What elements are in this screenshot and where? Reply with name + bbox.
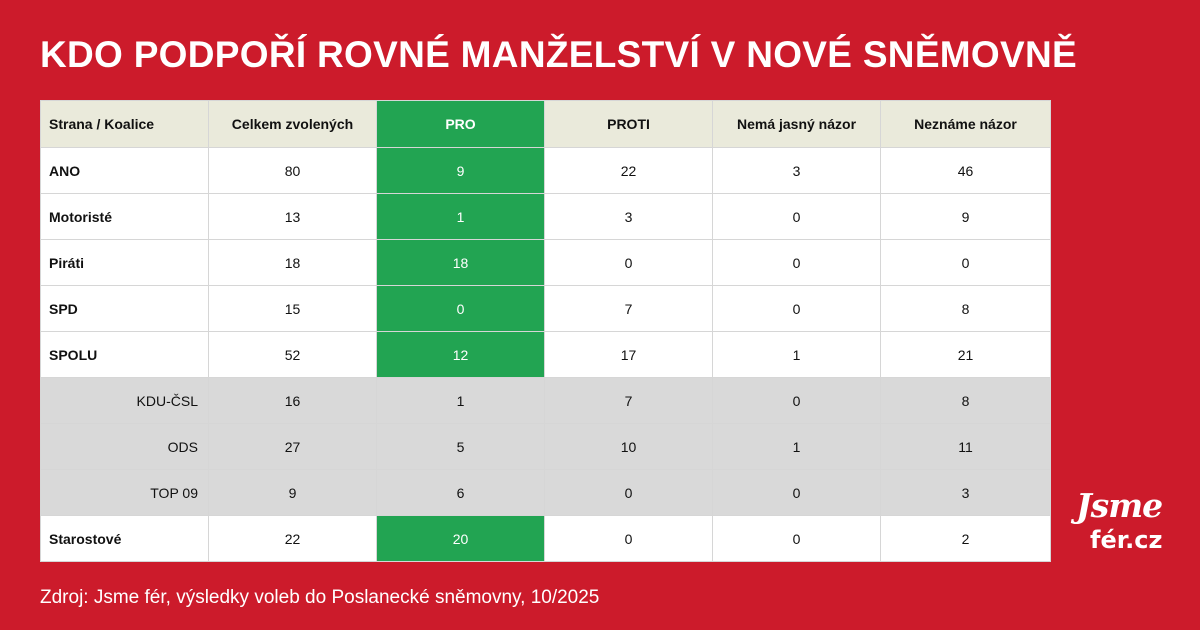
unknown-cell: 2 [881,516,1051,562]
unknown-cell: 11 [881,424,1051,470]
proti-cell: 22 [545,148,713,194]
total-elected-cell: 16 [209,378,377,424]
source-note: Zdroj: Jsme fér, výsledky voleb do Poslanecké sněmovny, 10/2025 [40,587,600,608]
party-name-cell: ANO [41,148,209,194]
logo-line-1: Jsme [1076,486,1163,525]
unknown-cell: 46 [881,148,1051,194]
proti-cell: 17 [545,332,713,378]
total-elected-cell: 15 [209,286,377,332]
table-row [41,470,1051,516]
proti-cell: 7 [545,286,713,332]
proti-cell: 3 [545,194,713,240]
total-elected-cell: 52 [209,332,377,378]
table-row [41,194,1051,240]
unknown-cell: 8 [881,286,1051,332]
unclear-cell: 0 [713,470,881,516]
total-elected-cell: 22 [209,516,377,562]
proti-cell: 10 [545,424,713,470]
party-name-cell: Starostové [41,516,209,562]
unclear-cell: 3 [713,148,881,194]
pro-cell: 18 [377,240,545,286]
total-elected-cell: 13 [209,194,377,240]
unclear-cell: 1 [713,424,881,470]
column-header: PROTI [545,101,713,148]
party-name-cell: ODS [41,424,209,470]
table-row [41,424,1051,470]
pro-cell: 1 [377,378,545,424]
table-row [41,332,1051,378]
unclear-cell: 0 [713,378,881,424]
party-name-cell: Motoristé [41,194,209,240]
party-name-cell: TOP 09 [41,470,209,516]
pro-cell: 12 [377,332,545,378]
table-row [41,516,1051,562]
data-table [40,100,1051,562]
column-header: Celkem zvolených [209,101,377,148]
proti-cell: 0 [545,470,713,516]
unknown-cell: 8 [881,378,1051,424]
table-body [41,148,1051,562]
pro-cell: 6 [377,470,545,516]
table-row [41,378,1051,424]
unclear-cell: 0 [713,516,881,562]
proti-cell: 7 [545,378,713,424]
logo-line-2: fér.cz [1090,526,1163,554]
results-table [40,100,1050,562]
proti-cell: 0 [545,240,713,286]
table-row [41,240,1051,286]
pro-cell: 5 [377,424,545,470]
table-row [41,286,1051,332]
column-header: Strana / Koalice [41,101,209,148]
pro-cell: 0 [377,286,545,332]
party-name-cell: SPOLU [41,332,209,378]
unknown-cell: 0 [881,240,1051,286]
total-elected-cell: 9 [209,470,377,516]
pro-cell: 20 [377,516,545,562]
party-name-cell: Piráti [41,240,209,286]
pro-cell: 9 [377,148,545,194]
unknown-cell: 3 [881,470,1051,516]
column-header-pro: PRO [377,101,545,148]
table-row [41,148,1051,194]
column-header: Nemá jasný názor [713,101,881,148]
header-row [41,101,1051,148]
unclear-cell: 0 [713,286,881,332]
unclear-cell: 0 [713,194,881,240]
unclear-cell: 1 [713,332,881,378]
total-elected-cell: 27 [209,424,377,470]
party-name-cell: KDU-ČSL [41,378,209,424]
total-elected-cell: 18 [209,240,377,286]
pro-cell: 1 [377,194,545,240]
column-header: Neznáme názor [881,101,1051,148]
table-header [41,101,1051,148]
unknown-cell: 9 [881,194,1051,240]
jsme-fer-logo [1074,488,1180,558]
party-name-cell: SPD [41,286,209,332]
proti-cell: 0 [545,516,713,562]
page-title: KDO PODPOŘÍ ROVNÉ MANŽELSTVÍ V NOVÉ SNĚMOVNĚ [40,34,1077,75]
unclear-cell: 0 [713,240,881,286]
unknown-cell: 21 [881,332,1051,378]
total-elected-cell: 80 [209,148,377,194]
